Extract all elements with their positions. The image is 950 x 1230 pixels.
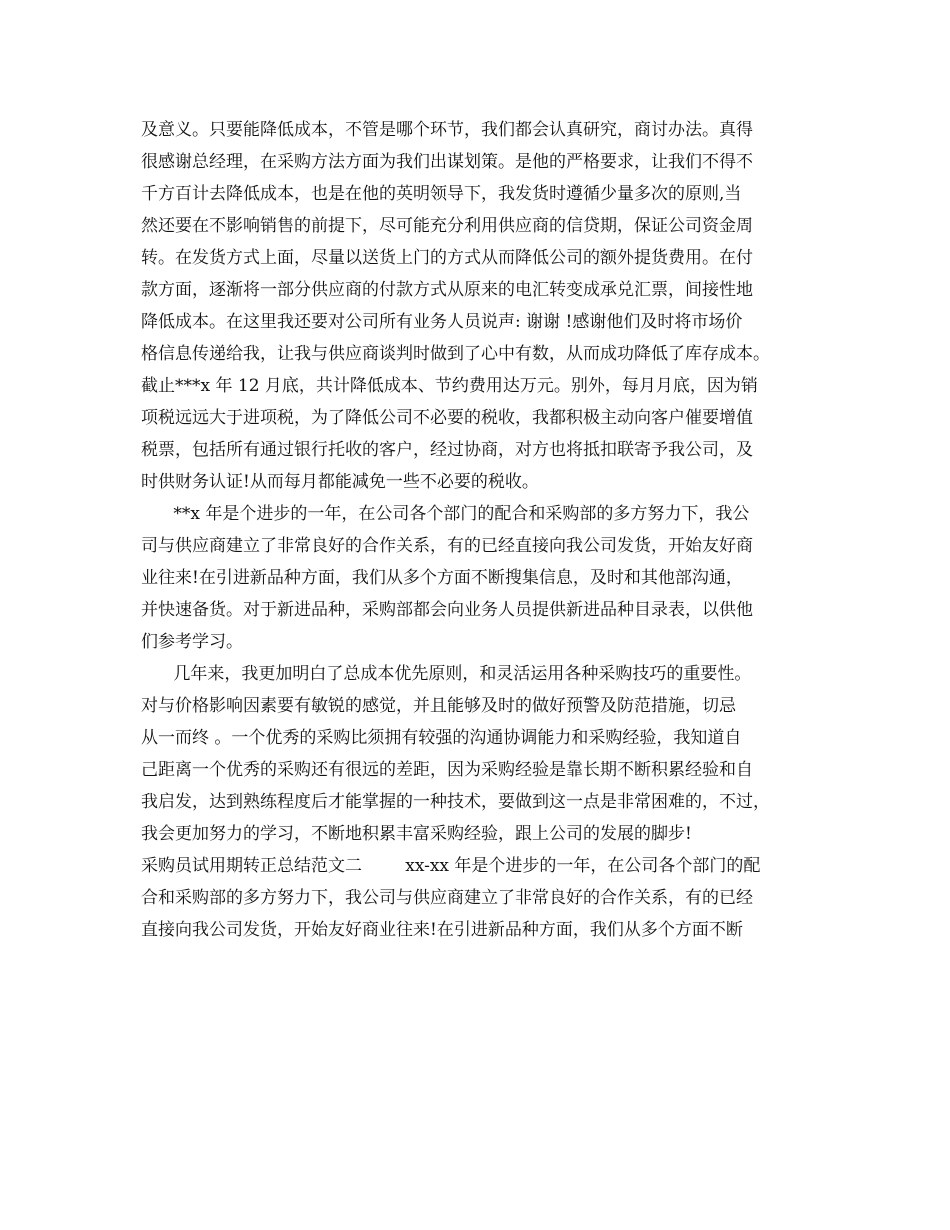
text-line: 然还要在不影响销售的前提下，尽可能充分利用供应商的信贷期，保证公司资金周 (141, 216, 753, 236)
text-line: 款方面，逐渐将一部分供应商的付款方式从原来的电汇转变成承兑汇票，间接性地 (141, 280, 753, 300)
text-line: 直接向我公司发货，开始友好商业往来!在引进新品种方面，我们从多个方面不断 (141, 920, 743, 940)
text-line: 截止***x 年 12 月底，共计降低成本、节约费用达万元。别外，每月月底，因为销 (141, 376, 758, 396)
text-line: 时供财务认证!从而每月都能减免一些不必要的税收。 (141, 472, 539, 492)
text-line: 项税远远大于进项税，为了降低公司不必要的税收，我都积极主动向客户催要增值 (141, 408, 753, 428)
text-line: 我启发，达到熟练程度后才能掌握的一种技术，要做到这一点是非常困难的，不过， (141, 792, 770, 812)
text-line: **x 年是个进步的一年，在公司各个部门的配合和采购部的多方努力下，我公 (141, 504, 750, 524)
text-line: 业往来!在引进新品种方面，我们从多个方面不断搜集信息，及时和其他部沟通， (141, 568, 743, 588)
text-line: 几年来，我更加明白了总成本优先原则，和灵活运用各种采购技巧的重要性。 (141, 664, 752, 684)
text-line: 从一而终 。一个优秀的采购比须拥有较强的沟通协调能力和采购经验，我知道自 (141, 728, 742, 748)
text-line: 对与价格影响因素要有敏锐的感觉，并且能够及时的做好预警及防范措施，切忌 (141, 696, 736, 716)
text-line: 及意义。只要能降低成本，不管是哪个环节，我们都会认真研究，商讨办法。真得 (141, 120, 753, 140)
text-line: 们参考学习。 (141, 632, 243, 652)
text-line: 很感谢总经理，在采购方法方面为我们出谋划策。是他的严格要求，让我们不得不 (141, 152, 753, 172)
text-line: 司与供应商建立了非常良好的合作关系，有的已经直接向我公司发货，开始友好商 (141, 536, 753, 556)
body-text (141, 114, 821, 946)
text-line: 我会更加努力的学习，不断地积累丰富采购经验，跟上公司的发展的脚步! (141, 824, 692, 844)
text-line: 千方百计去降低成本，也是在他的英明领导下，我发货时遵循少量多次的原则,当 (141, 184, 742, 204)
text-line: 转。在发货方式上面，尽量以送货上门的方式从而降低公司的额外提货费用。在付 (141, 248, 753, 268)
text-line: 并快速备货。对于新进品种，采购部都会向业务人员提供新进品种目录表，以供他 (141, 600, 753, 620)
text-line: 采购员试用期转正总结范文二 xx-xx 年是个进步的一年，在公司各个部门的配 (141, 856, 761, 876)
text-line: 合和采购部的多方努力下，我公司与供应商建立了非常良好的合作关系，有的已经 (141, 888, 753, 908)
text-line: 降低成本。在这里我还要对公司所有业务人员说声: 谢谢 !感谢他们及时将市场价 (141, 312, 743, 332)
text-line: 己距离一个优秀的采购还有很远的差距，因为采购经验是靠长期不断积累经验和自 (141, 760, 753, 780)
text-line: 税票，包括所有通过银行托收的客户，经过协商，对方也将抵扣联寄予我公司，及 (141, 440, 753, 460)
text-line: 格信息传递给我，让我与供应商谈判时做到了心中有数，从而成功降低了库存成本。 (141, 344, 770, 364)
